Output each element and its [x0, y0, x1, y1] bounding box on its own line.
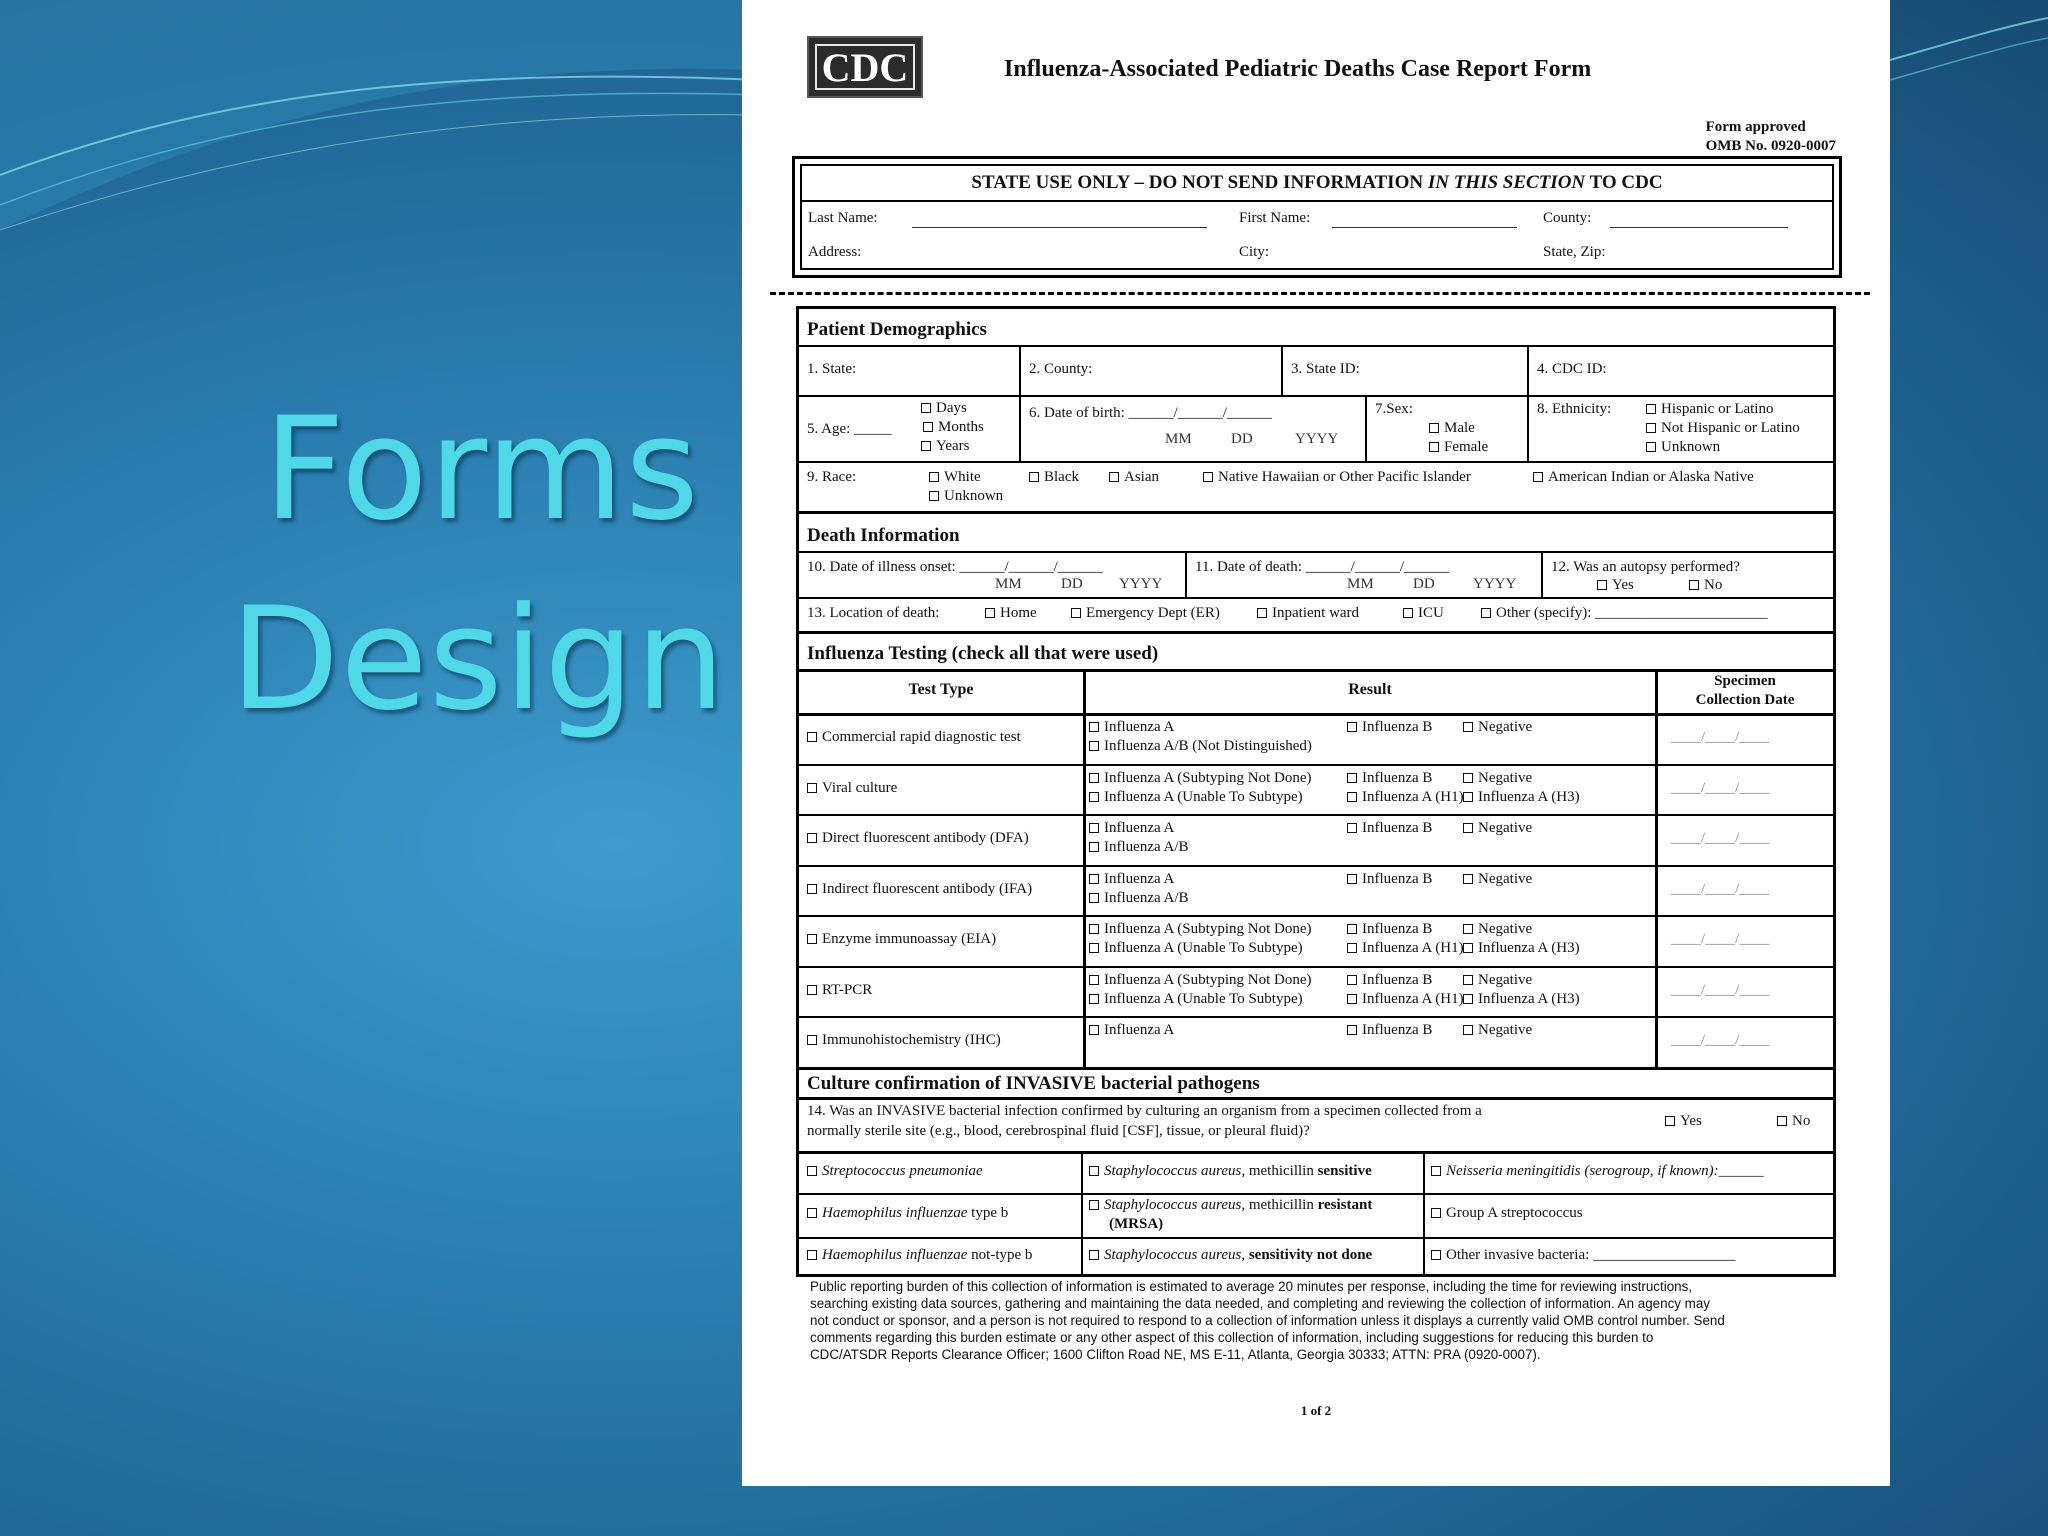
strep-pneumoniae-option[interactable]: Streptococcus pneumoniae [807, 1163, 983, 1180]
collection-date-field[interactable]: ____/____/____ [1671, 981, 1770, 998]
result-option[interactable]: Negative [1463, 972, 1532, 989]
result-option[interactable]: Influenza A (Subtyping Not Done) [1089, 921, 1311, 938]
result-option[interactable]: Influenza A [1089, 719, 1174, 736]
race-label: 9. Race: [807, 469, 857, 485]
row-divider [799, 814, 1833, 816]
age-days-option[interactable]: Days [921, 400, 967, 417]
last-name-label: Last Name: [808, 210, 878, 226]
slide-title-line-1: Forms [263, 387, 700, 552]
state-use-heading-pre: STATE USE ONLY – DO NOT SEND INFORMATION [971, 172, 1428, 193]
loc-other-option[interactable]: Other (specify): _______________________ [1481, 605, 1768, 622]
test-type-option[interactable]: Indirect fluorescent antibody (IFA) [807, 881, 1032, 898]
result-option[interactable]: Influenza A (H3) [1463, 789, 1580, 806]
q14-yes-option[interactable]: Yes [1665, 1113, 1702, 1130]
slide-title-line-2: Design [230, 577, 727, 742]
collection-date-field[interactable]: ____/____/____ [1671, 1032, 1770, 1048]
result-option[interactable]: Negative [1463, 719, 1532, 736]
sex-female-option[interactable]: Female [1429, 439, 1488, 456]
dod-dd: DD [1413, 576, 1435, 592]
result-option[interactable]: Influenza A (Unable To Subtype) [1089, 789, 1303, 806]
test-type-option[interactable]: Enzyme immunoassay (EIA) [807, 931, 996, 948]
first-name-field[interactable] [1332, 226, 1517, 228]
state-use-heading [802, 166, 1832, 202]
collection-date-field[interactable]: ____/____/____ [1671, 729, 1770, 745]
slide-title [230, 375, 727, 755]
collection-date-field[interactable]: ____/____/____ [1671, 830, 1770, 846]
race-asian-option[interactable]: Asian [1109, 469, 1159, 486]
county-label-2: 2. County: [1029, 361, 1093, 377]
culture-heading: Culture confirmation of INVASIVE bacterial pathogens [807, 1073, 1260, 1094]
result-option[interactable]: Influenza A (Subtyping Not Done) [1089, 770, 1311, 787]
test-type-option[interactable]: RT-PCR [807, 982, 872, 999]
dob-yyyy: YYYY [1295, 431, 1339, 447]
loc-inpatient-option[interactable]: Inpatient ward [1257, 605, 1359, 622]
date-of-death-field[interactable]: 11. Date of death: ______/______/______ [1195, 559, 1449, 575]
state-use-heading-post: TO CDC [1585, 172, 1663, 193]
race-nhpi-option[interactable]: Native Hawaiian or Other Pacific Islander [1203, 469, 1471, 486]
test-type-option[interactable]: Direct fluorescent antibody (DFA) [807, 830, 1029, 847]
result-option[interactable]: Influenza A (Unable To Subtype) [1089, 991, 1303, 1008]
result-option[interactable]: Influenza B [1347, 871, 1432, 888]
result-option[interactable]: Influenza B [1347, 820, 1432, 837]
result-option[interactable]: Influenza A [1089, 1022, 1174, 1039]
result-option[interactable]: Influenza A/B [1089, 890, 1189, 907]
burden-statement [810, 1278, 1850, 1363]
result-option[interactable]: Negative [1463, 820, 1532, 837]
loc-er-option[interactable]: Emergency Dept (ER) [1071, 605, 1220, 622]
result-option[interactable]: Influenza A (H1) [1347, 940, 1464, 957]
result-option[interactable]: Influenza A [1089, 820, 1174, 837]
city-label: City: [1239, 244, 1270, 260]
col-collection-date: Specimen Collection Date [1695, 673, 1795, 708]
haemophilus-not-type-b-option[interactable]: Haemophilus influenzae not-type b [807, 1247, 1032, 1264]
collection-date-field[interactable]: ____/____/____ [1671, 931, 1770, 947]
staph-sensitive-option[interactable]: Staphylococcus aureus, methicillin sensitive [1089, 1163, 1372, 1180]
result-option[interactable]: Influenza A (H1) [1347, 789, 1464, 806]
q14-line-1: 14. Was an INVASIVE bacterial infection confirmed by culturing an organism from a specimen collected from a [807, 1103, 1482, 1119]
age-years-option[interactable]: Years [921, 438, 969, 455]
test-type-option[interactable]: Commercial rapid diagnostic test [807, 729, 1021, 746]
age-label: 5. Age: _____ [807, 421, 892, 437]
q14-no-option[interactable]: No [1777, 1113, 1810, 1130]
result-option[interactable]: Influenza A (Unable To Subtype) [1089, 940, 1303, 957]
result-option[interactable]: Influenza A/B (Not Distinguished) [1089, 738, 1312, 755]
result-option[interactable]: Influenza B [1347, 921, 1432, 938]
county-label: County: [1543, 210, 1592, 226]
last-name-field[interactable] [912, 226, 1207, 228]
page-number: 1 of 2 [1300, 1403, 1332, 1418]
state-zip-label: State, Zip: [1543, 244, 1606, 260]
illness-onset-field[interactable]: 10. Date of illness onset: ______/______/______ [807, 559, 1103, 575]
col-result: Result [1348, 681, 1392, 698]
sex-label: 7.Sex: [1375, 401, 1413, 417]
result-option[interactable]: Influenza A (H3) [1463, 940, 1580, 957]
approval-line-2: OMB No. 0920-0007 [1705, 138, 1836, 154]
q14-line-2: normally sterile site (e.g., blood, cerebrospinal fluid [CSF], tissue, or pleural fluid)? [807, 1123, 1310, 1139]
age-months-option[interactable]: Months [923, 419, 984, 436]
autopsy-no-option[interactable]: No [1689, 577, 1722, 594]
sex-male-option[interactable]: Male [1429, 420, 1475, 437]
neisseria-option[interactable]: Neisseria meningitidis (serogroup, if known):______ [1431, 1163, 1764, 1180]
cdc-logo-text: CDC [815, 44, 915, 90]
case-report-form [796, 306, 1836, 1277]
first-name-label: First Name: [1239, 210, 1311, 226]
autopsy-question: 12. Was an autopsy performed? [1551, 559, 1740, 575]
state-id-label: 3. State ID: [1291, 361, 1360, 377]
onset-mm: MM [995, 576, 1022, 592]
result-option[interactable]: Negative [1463, 770, 1532, 787]
haemophilus-type-b-option[interactable]: Haemophilus influenzae type b [807, 1205, 1008, 1222]
dod-mm: MM [1347, 576, 1374, 592]
dob-label[interactable]: 6. Date of birth: ______/______/______ [1029, 405, 1272, 421]
row-divider [799, 915, 1833, 917]
cdc-logo [807, 36, 923, 98]
staph-not-done-option[interactable]: Staphylococcus aureus, sensitivity not done [1089, 1247, 1372, 1264]
result-option[interactable]: Influenza B [1347, 719, 1432, 736]
col-test-type: Test Type [908, 681, 974, 698]
influenza-testing-heading: Influenza Testing (check all that were used) [807, 643, 1159, 664]
dob-mm: MM [1165, 431, 1192, 447]
result-option[interactable]: Influenza A (Subtyping Not Done) [1089, 972, 1311, 989]
dod-yyyy: YYYY [1473, 576, 1517, 592]
state-label: 1. State: [807, 361, 857, 377]
loc-icu-option[interactable]: ICU [1403, 605, 1444, 622]
county-field[interactable] [1610, 226, 1788, 228]
autopsy-yes-option[interactable]: Yes [1597, 577, 1634, 594]
result-option[interactable]: Influenza B [1347, 972, 1432, 989]
burden-line-2: searching existing data sources, gathering and maintaining the data needed, and completing and reviewing the collection of information. An agency may [810, 1296, 1710, 1311]
burden-line-1: Public reporting burden of this collection of information is estimated to average 20 minutes per response, including the time for reviewing instructions, [810, 1279, 1693, 1294]
omb-approval [1706, 118, 1836, 156]
death-information-heading: Death Information [807, 525, 960, 546]
burden-line-4: comments regarding this burden estimate or any other aspect of this collection of information, including suggestions for reducing this burden to [810, 1330, 1654, 1345]
form-title: Influenza-Associated Pediatric Deaths Case Report Form [1004, 56, 1592, 82]
result-option[interactable]: Influenza A (H3) [1463, 991, 1580, 1008]
form-page [742, 0, 1890, 1486]
cdc-id-label: 4. CDC ID: [1537, 361, 1607, 377]
group-a-strep-option[interactable]: Group A streptococcus [1431, 1205, 1583, 1222]
cut-line [770, 292, 1870, 295]
test-type-option[interactable]: Viral culture [807, 780, 897, 797]
dob-dd: DD [1231, 431, 1253, 447]
loc-home-option[interactable]: Home [985, 605, 1037, 622]
row-divider [799, 764, 1833, 766]
ethnicity-not-hispanic-option[interactable]: Not Hispanic or Latino [1646, 420, 1800, 437]
other-bacteria-option[interactable]: Other invasive bacteria: ___________________ [1431, 1247, 1736, 1264]
result-option[interactable]: Negative [1463, 921, 1532, 938]
collection-date-field[interactable]: ____/____/____ [1671, 880, 1770, 897]
result-option[interactable]: Influenza A (H1) [1347, 991, 1464, 1008]
mrsa-label: (MRSA) [1109, 1216, 1164, 1232]
ethnicity-unknown-option[interactable]: Unknown [1646, 439, 1720, 456]
race-black-option[interactable]: Black [1029, 469, 1079, 486]
collection-date-field[interactable]: ____/____/____ [1671, 779, 1770, 796]
state-use-heading-italic: IN THIS SECTION [1427, 172, 1586, 193]
approval-line-1: Form approved [1705, 119, 1806, 135]
result-option[interactable]: Negative [1463, 871, 1532, 888]
location-label: 13. Location of death: [807, 605, 940, 621]
race-white-option[interactable]: White [929, 469, 981, 486]
ethnicity-label: 8. Ethnicity: [1537, 401, 1612, 417]
test-type-option[interactable]: Immunohistochemistry (IHC) [807, 1032, 1001, 1049]
race-aian-option[interactable]: American Indian or Alaska Native [1533, 469, 1754, 486]
race-unknown-option[interactable]: Unknown [929, 488, 1003, 505]
burden-line-3: not conduct or sponsor, and a person is not required to respond to a collection of information unless it displays a currently valid OMB control number. Send [810, 1313, 1725, 1328]
result-option[interactable]: Negative [1463, 1022, 1532, 1039]
staph-resistant-option[interactable]: Staphylococcus aureus, methicillin resistant [1089, 1197, 1372, 1214]
state-use-only-section [792, 156, 1842, 278]
onset-yyyy: YYYY [1119, 576, 1163, 592]
burden-line-5: CDC/ATSDR Reports Clearance Officer; 1600 Clifton Road NE, MS E-11, Atlanta, Georgia 30333; ATTN: PRA (0920-0007). [810, 1347, 1541, 1362]
ethnicity-hispanic-option[interactable]: Hispanic or Latino [1646, 401, 1773, 418]
row-divider [799, 1016, 1833, 1018]
result-option[interactable]: Influenza A/B [1089, 839, 1189, 856]
address-label: Address: [808, 244, 862, 260]
row-divider [799, 966, 1833, 968]
result-option[interactable]: Influenza B [1347, 1022, 1432, 1039]
result-option[interactable]: Influenza A [1089, 871, 1174, 888]
onset-dd: DD [1061, 576, 1083, 592]
row-divider [799, 865, 1833, 867]
patient-demographics-heading: Patient Demographics [807, 319, 987, 340]
result-option[interactable]: Influenza B [1347, 770, 1432, 787]
